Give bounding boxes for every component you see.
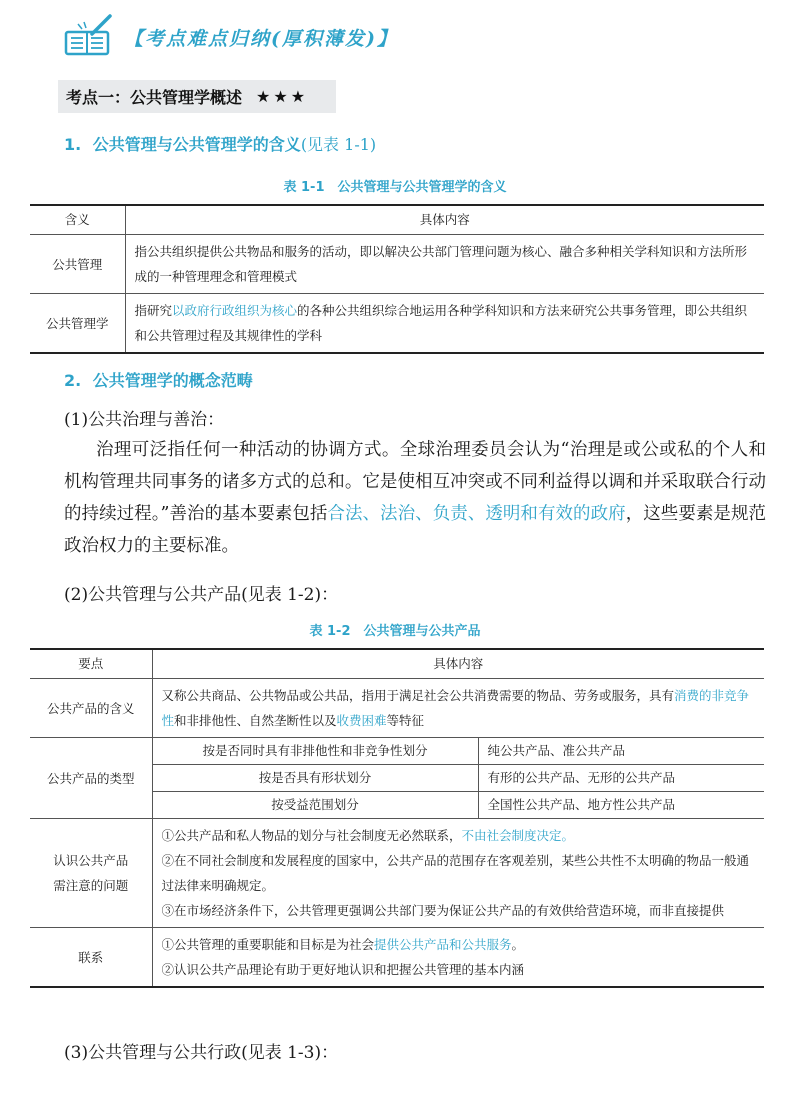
- type-result-cell: 纯公共产品、准公共产品: [478, 738, 764, 765]
- section-1-ref: (见表 1-1): [300, 135, 377, 154]
- type-basis-cell: 按是否具有形状划分: [152, 765, 478, 792]
- text-segment: 和非排他性、自然垄断性以及: [174, 713, 337, 728]
- table-2-content-meaning: [152, 679, 764, 738]
- section-1-heading: [64, 132, 376, 155]
- table-2-content-relation: [152, 928, 764, 988]
- table-row: [30, 738, 764, 765]
- table-2-header-content: 具体内容: [152, 649, 764, 679]
- section-1-title: 公共管理与公共管理学的含义: [92, 135, 301, 154]
- table-1: [30, 204, 764, 354]
- paragraph-governance: [64, 434, 766, 562]
- table-row: [30, 928, 764, 988]
- table-1-key-public-management: 公共管理: [30, 235, 125, 294]
- key-point-heading: [58, 80, 336, 113]
- highlight-text: 合法、法治、负责、透明和有效的政府: [327, 504, 626, 524]
- subsection-3-label: (3)公共管理与公共行政(见表 1-3)：: [64, 1043, 339, 1063]
- highlight-text: 以政府行政组织为核心: [172, 303, 298, 318]
- highlight-text: 提供公共产品和公共服务: [374, 937, 512, 952]
- issue-item-1: [162, 823, 756, 848]
- table-2-content-issues: [152, 819, 764, 928]
- subsection-2-label: (2)公共管理与公共产品(见表 1-2)：: [64, 585, 339, 605]
- text-segment: 。: [511, 937, 525, 952]
- section-2-number: 2.: [64, 371, 82, 390]
- importance-stars: ★★★: [256, 87, 309, 106]
- type-basis-cell: 按是否同时具有非排他性和非竞争性划分: [152, 738, 478, 765]
- highlight-text: 不由社会制度决定。: [461, 828, 575, 843]
- section-2-heading: [64, 368, 253, 391]
- text-segment: 治理可泛指任何一种活动的协调方式。全球治理委员会认为“治理是或公或私的个人和机构管理共同事务的诸多方式的总和。它是使相互冲突或不同利益得以调和并采取联合行动的持续过程。”善治的基本要素包括: [64, 440, 766, 524]
- section-1-number: 1.: [64, 135, 82, 154]
- relation-item-2: ②认识公共产品理论有助于更好地认识和把握公共管理的基本内涵: [161, 962, 525, 977]
- banner-title: 【考点难点归纳(厚积薄发)】: [124, 27, 398, 50]
- table-2-key-types: 公共产品的类型: [30, 738, 152, 819]
- subsection-1-label: (1)公共治理与善治：: [64, 410, 225, 430]
- table-2: [30, 648, 764, 988]
- type-result-cell: 有形的公共产品、无形的公共产品: [478, 765, 764, 792]
- type-basis-cell: 按受益范围划分: [152, 792, 478, 819]
- text-segment: 指研究: [134, 303, 173, 318]
- type-result-cell: 全国性公共产品、地方性公共产品: [478, 792, 764, 819]
- table-1-content-public-management-science: [125, 294, 764, 354]
- key-point-label: 考点一：公共管理学概述: [66, 88, 243, 107]
- text-segment: 认识公共产品: [53, 853, 129, 868]
- highlight-text: 消费的非竞争性: [161, 688, 750, 728]
- table-2-key-issues: [30, 819, 152, 928]
- section-2-title: 公共管理学的概念范畴: [92, 371, 253, 390]
- table-row: [30, 235, 764, 294]
- table-2-key-relation: 联系: [30, 928, 152, 988]
- table-1-header-content: 具体内容: [125, 205, 764, 235]
- highlight-text: 收费困难: [336, 713, 387, 728]
- open-book-pen-icon: [62, 14, 114, 60]
- issue-item-3: ③在市场经济条件下，公共管理更强调公共部门要为保证公共产品的有效供给营造环境，而非直接提供: [161, 903, 725, 918]
- table-1-header-meaning: 含义: [30, 205, 125, 235]
- issue-item-2: ②在不同社会制度和发展程度的国家中，公共产品的范围存在客观差别，某些公共性不太明确的物品一般通过法律来明确规定。: [161, 853, 750, 893]
- text-segment: 又称公共商品、公共物品或公共品，指用于满足社会公共消费需要的物品、劳务或服务，具有: [161, 688, 675, 703]
- section-banner: [62, 14, 398, 60]
- table-1-caption: 表 1-1 公共管理与公共管理学的含义: [283, 180, 507, 195]
- table-2-header-row: [30, 649, 764, 679]
- table-row: [30, 819, 764, 928]
- text-segment: 需注意的问题: [53, 878, 129, 893]
- table-1-content-public-management: 指公共组织提供公共物品和服务的活动，即以解决公共部门管理问题为核心、融合多种相关学科知识和方法所形成的一种管理理念和管理模式: [125, 235, 764, 294]
- table-1-header-row: [30, 205, 764, 235]
- text-segment: 等特征: [386, 713, 425, 728]
- relation-item-1: [162, 932, 756, 957]
- table-row: [30, 294, 764, 354]
- table-2-key-meaning: 公共产品的含义: [30, 679, 152, 738]
- table-1-key-public-management-science: 公共管理学: [30, 294, 125, 354]
- text-segment: ①公共产品和私人物品的划分与社会制度无必然联系，: [161, 828, 462, 843]
- text-segment: ①公共管理的重要职能和目标是为社会: [161, 937, 375, 952]
- table-2-caption: 表 1-2 公共管理与公共产品: [309, 624, 481, 639]
- table-row: [30, 679, 764, 738]
- text-segment: ，这些要素是规范政治权力的主要标准。: [64, 504, 767, 556]
- text-segment: 的各种公共组织综合地运用各种学科知识和方法来研究公共事务管理，即公共组织和公共管理过程及其规律性的学科: [134, 303, 748, 343]
- table-2-header-point: 要点: [30, 649, 152, 679]
